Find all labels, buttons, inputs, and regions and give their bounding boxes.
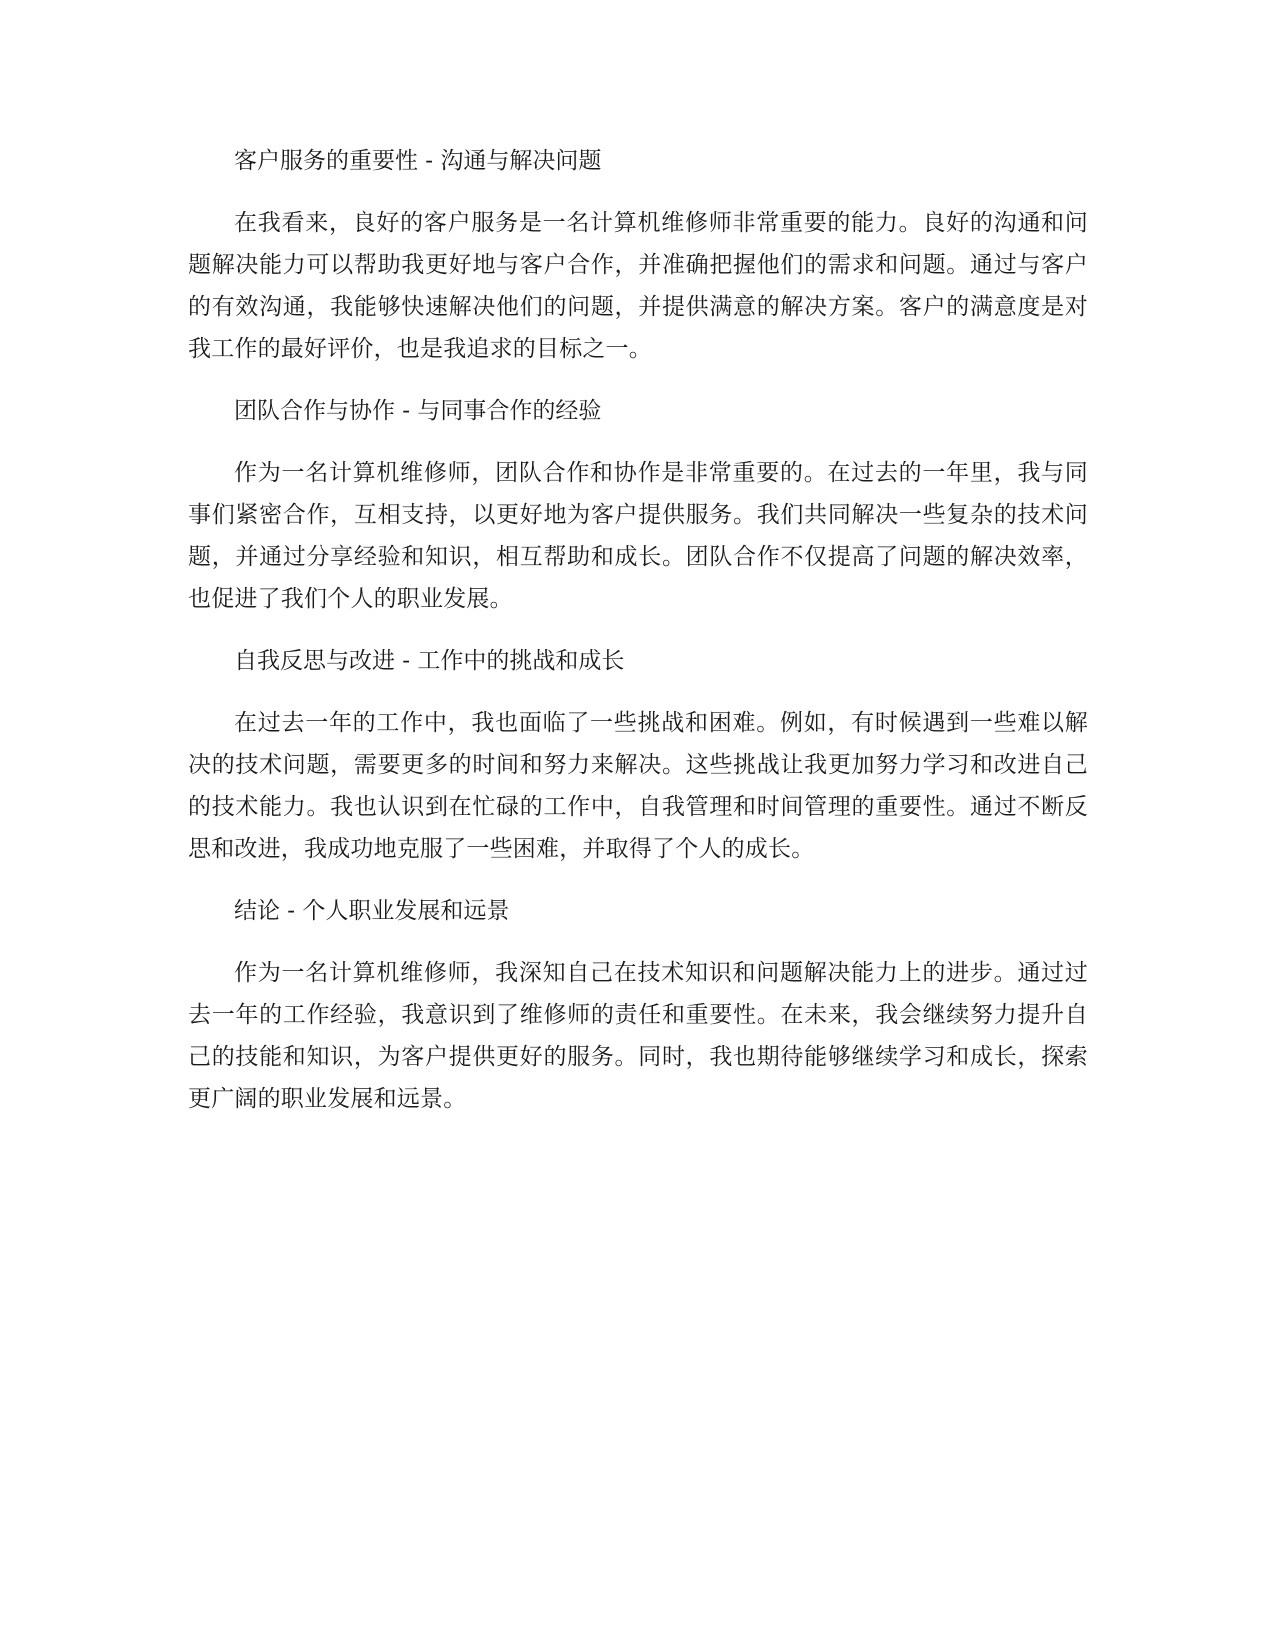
section-heading-self-reflection: 自我反思与改进 - 工作中的挑战和成长 (234, 648, 625, 674)
section-body-customer-service: 在我看来，良好的客户服务是一名计算机维修师非常重要的能力。良好的沟通和问题解决能力可以帮助我更好地与客户合作，并准确把握他们的需求和问题。通过与客户的有效沟通，我能够快速解决他们的问题，并提供满意的解决方案。客户的满意度是对我工作的最好评价，也是我追求的目标之一。 (188, 210, 1088, 362)
section-heading-customer-service: 客户服务的重要性 - 沟通与解决问题 (234, 148, 602, 174)
section-body-conclusion: 作为一名计算机维修师，我深知自己在技术知识和问题解决能力上的进步。通过过去一年的工作经验，我意识到了维修师的责任和重要性。在未来，我会继续努力提升自己的技能和知识，为客户提供更好的服务。同时，我也期待能够继续学习和成长，探索更广阔的职业发展和远景。 (188, 960, 1088, 1112)
document-page (188, 140, 1088, 1140)
section-body-self-reflection: 在过去一年的工作中，我也面临了一些挑战和困难。例如，有时候遇到一些难以解决的技术问题，需要更多的时间和努力来解决。这些挑战让我更加努力学习和改进自己的技术能力。我也认识到在忙碌的工作中，自我管理和时间管理的重要性。通过不断反思和改进，我成功地克服了一些困难，并取得了个人的成长。 (188, 710, 1088, 862)
section-body-teamwork: 作为一名计算机维修师，团队合作和协作是非常重要的。在过去的一年里，我与同事们紧密合作，互相支持，以更好地为客户提供服务。我们共同解决一些复杂的技术问题，并通过分享经验和知识，相互帮助和成长。团队合作不仅提高了问题的解决效率，也促进了我们个人的职业发展。 (188, 460, 1088, 612)
section-heading-conclusion: 结论 - 个人职业发展和远景 (234, 898, 510, 924)
section-heading-teamwork: 团队合作与协作 - 与同事合作的经验 (234, 398, 602, 424)
